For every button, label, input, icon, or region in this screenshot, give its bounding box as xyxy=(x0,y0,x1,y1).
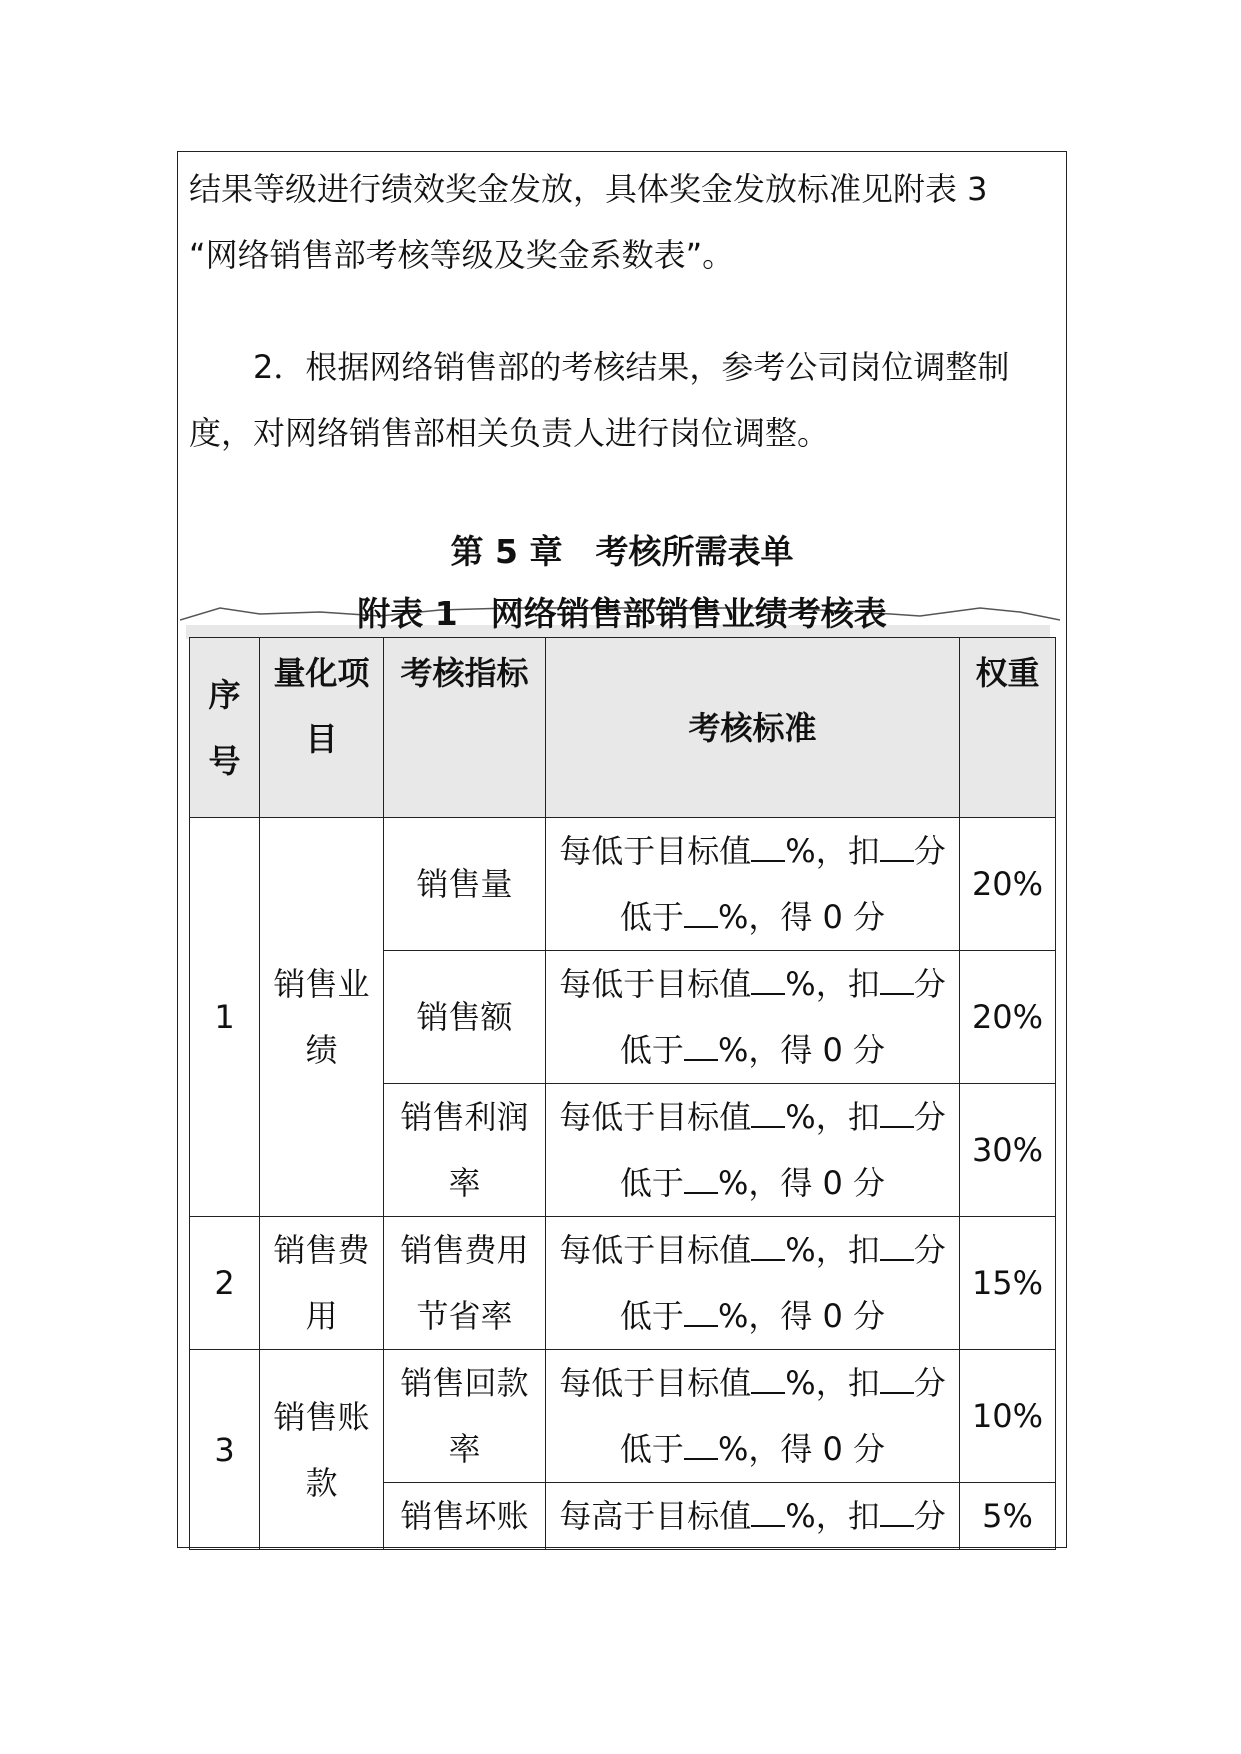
cell-weight: 15% xyxy=(960,1217,1056,1350)
cell-item: 销售业 绩 xyxy=(260,818,384,1217)
cell-standard: 每高于目标值 %，扣 分 xyxy=(546,1483,960,1550)
assessment-table xyxy=(189,637,1056,1550)
paragraph-line: 2．根据网络销售部的考核结果，参考公司岗位调整制 xyxy=(189,348,1010,386)
cell-weight: 10% xyxy=(960,1350,1056,1483)
paragraph-2 xyxy=(189,334,1059,466)
cell-indicator: 销售利润 率 xyxy=(384,1084,546,1217)
cell-indicator: 销售额 xyxy=(384,951,546,1084)
cell-index: 2 xyxy=(190,1217,260,1350)
cell-weight: 20% xyxy=(960,951,1056,1084)
header-indicator: 考核指标 xyxy=(384,638,546,818)
cell-weight: 20% xyxy=(960,818,1056,951)
cell-weight: 30% xyxy=(960,1084,1056,1217)
cell-weight: 5% xyxy=(960,1483,1056,1550)
chapter-title: 第 5 章 考核所需表单 xyxy=(450,532,794,571)
cell-item: 销售账 款 xyxy=(260,1350,384,1550)
paragraph-line: 结果等级进行绩效奖金发放，具体奖金发放标准见附表 3 xyxy=(189,170,988,208)
table-row xyxy=(190,1350,1056,1483)
cell-item: 销售费 用 xyxy=(260,1217,384,1350)
header-weight: 权重 xyxy=(960,638,1056,818)
cell-indicator: 销售费用 节省率 xyxy=(384,1217,546,1350)
table-row xyxy=(190,1217,1056,1350)
paragraph-line: “网络销售部考核等级及奖金系数表”。 xyxy=(189,236,735,274)
cell-standard: 每低于目标值 %，扣 分 低于 %，得 0 分 xyxy=(546,1350,960,1483)
paragraph-1 xyxy=(189,156,1059,288)
cell-standard: 每低于目标值 %，扣 分 低于 %，得 0 分 xyxy=(546,1084,960,1217)
header-item: 量化项 目 xyxy=(260,638,384,818)
cell-standard: 每低于目标值 %，扣 分 低于 %，得 0 分 xyxy=(546,818,960,951)
cell-indicator: 销售量 xyxy=(384,818,546,951)
cell-index: 3 xyxy=(190,1350,260,1550)
header-index: 序 号 xyxy=(190,638,260,818)
table-row xyxy=(190,818,1056,951)
header-standard: 考核标准 xyxy=(546,638,960,818)
cell-standard: 每低于目标值 %，扣 分 低于 %，得 0 分 xyxy=(546,1217,960,1350)
cell-indicator: 销售坏账 xyxy=(384,1483,546,1550)
table-title: 附表 1 网络销售部销售业绩考核表 xyxy=(357,594,887,633)
cell-standard: 每低于目标值 %，扣 分 低于 %，得 0 分 xyxy=(546,951,960,1084)
cell-index: 1 xyxy=(190,818,260,1217)
table-header-row xyxy=(190,638,1056,818)
cell-indicator: 销售回款 率 xyxy=(384,1350,546,1483)
paragraph-line: 度，对网络销售部相关负责人进行岗位调整。 xyxy=(189,414,830,452)
